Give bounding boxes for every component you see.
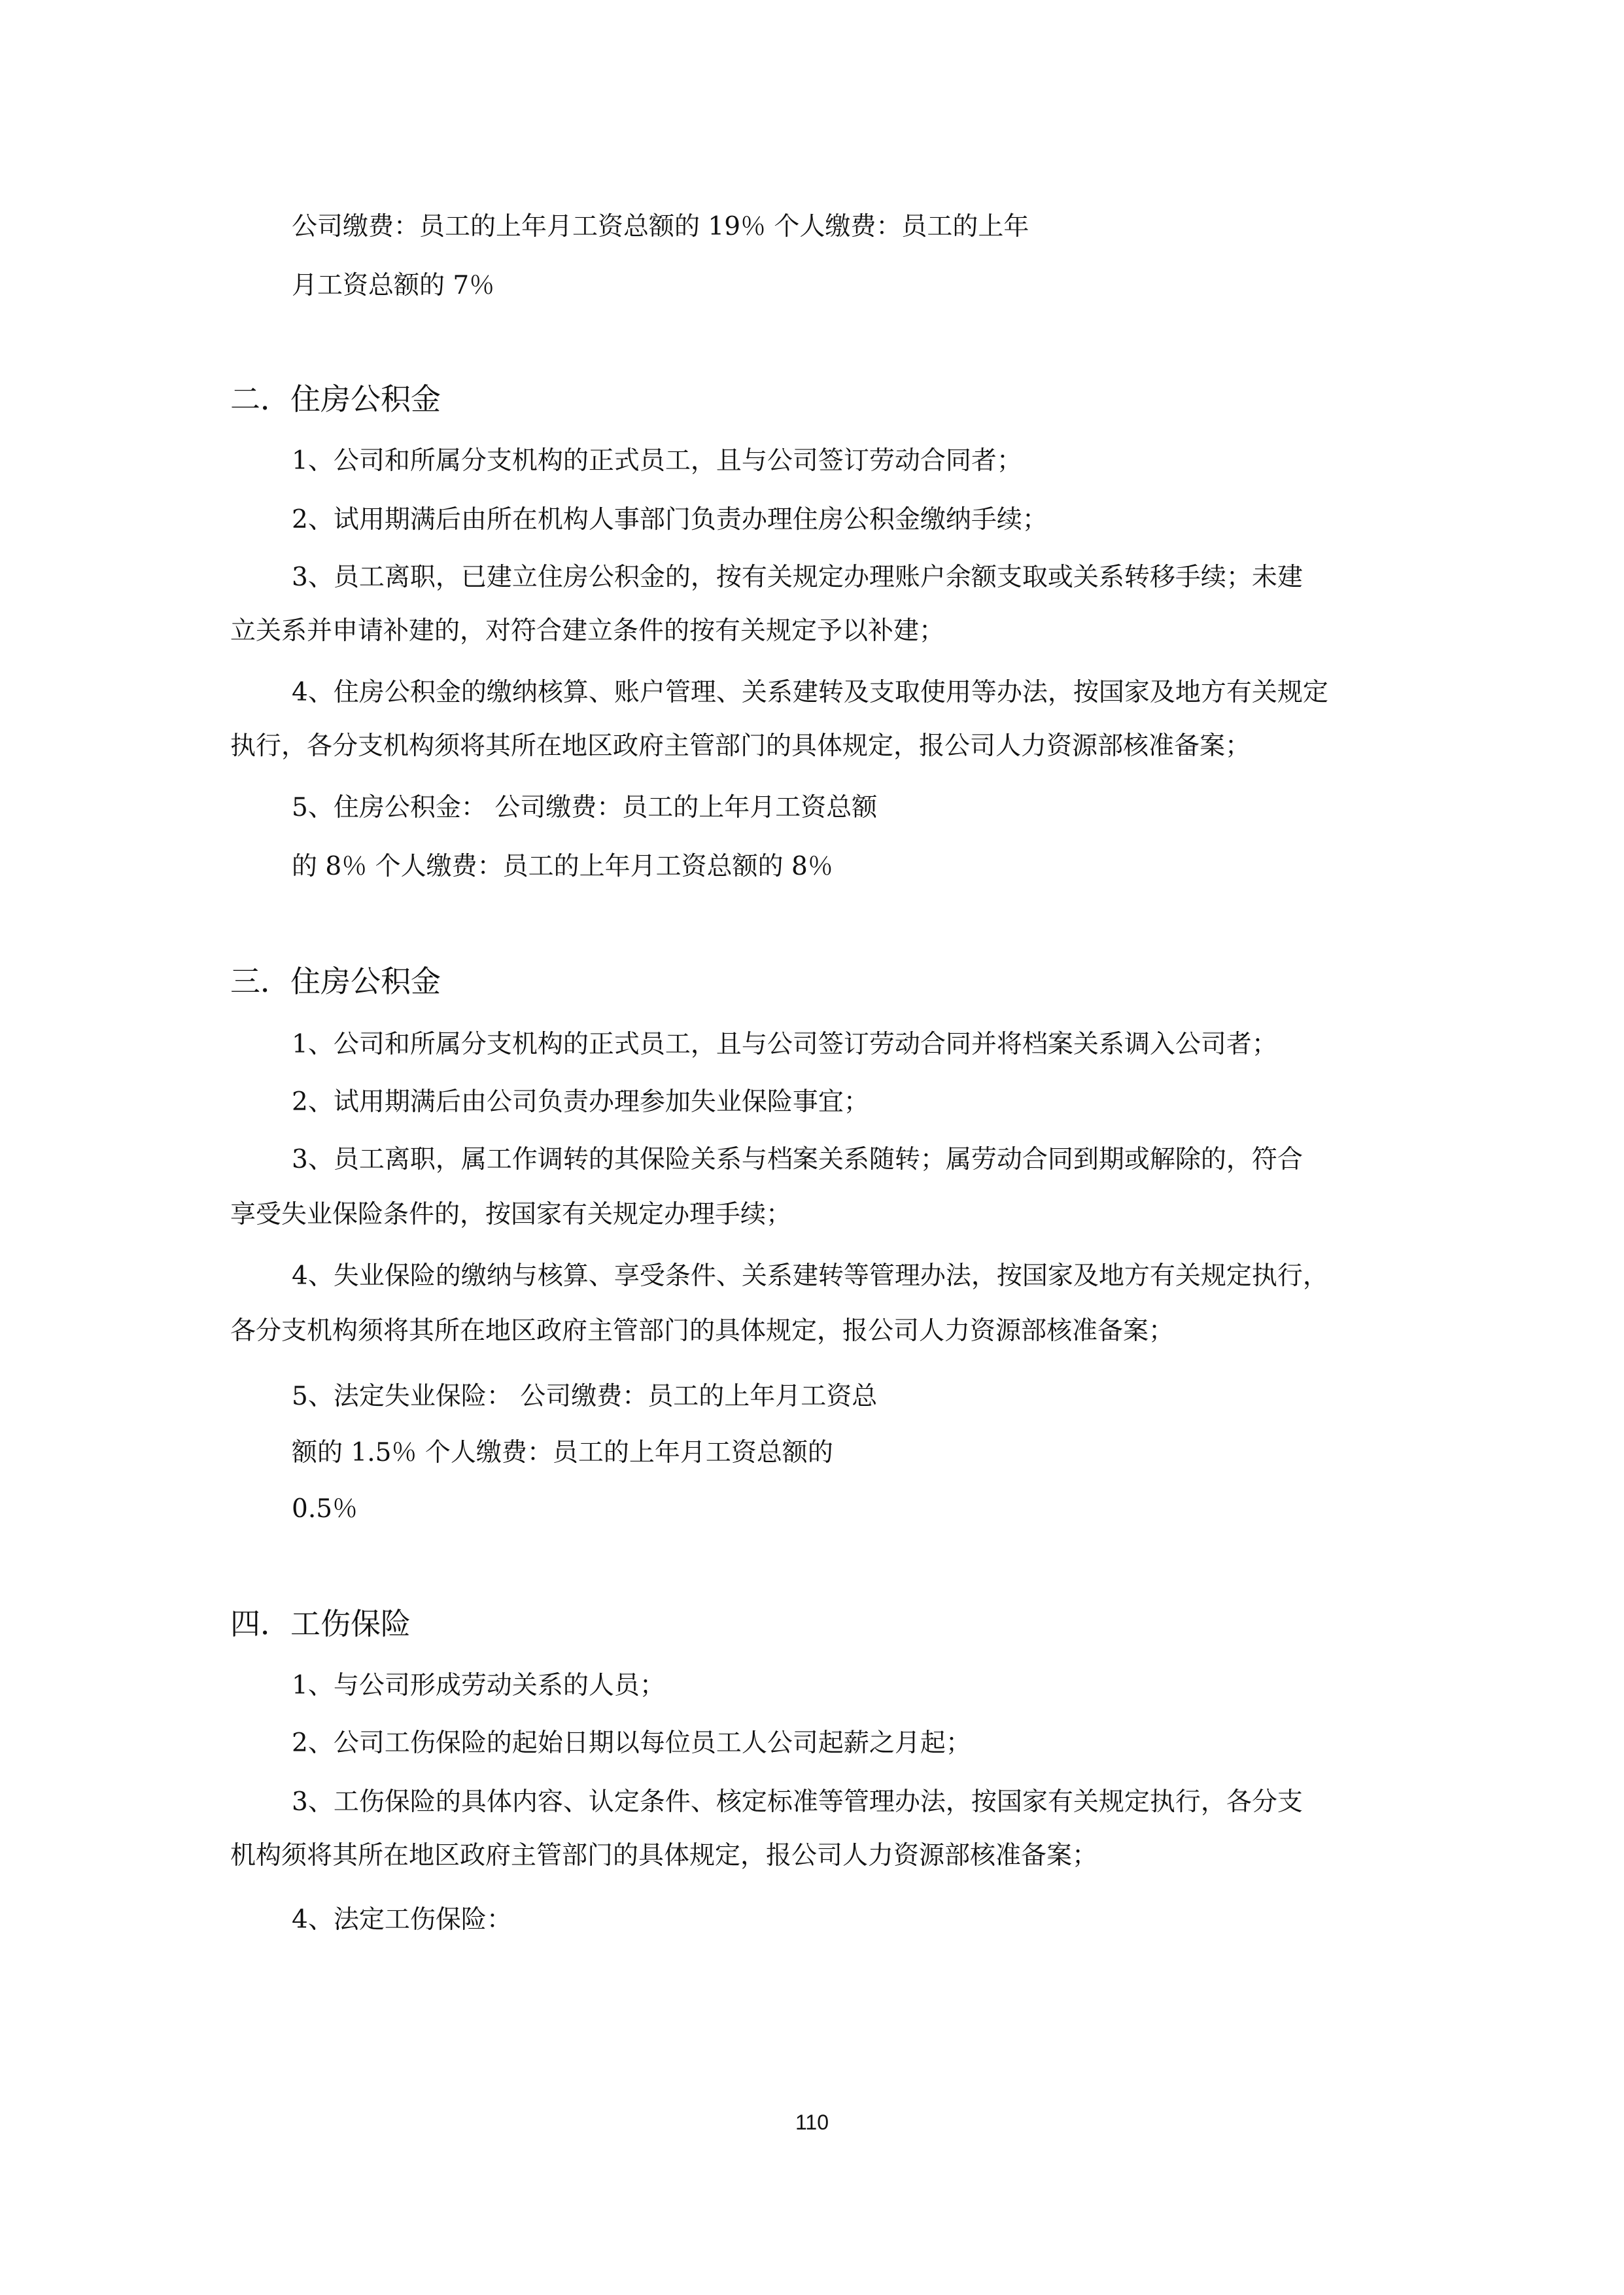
section-3-line: 0.5％ bbox=[292, 1494, 358, 1524]
section-4-line: 1、与公司形成劳动关系的人员； bbox=[292, 1671, 665, 1700]
section-3-line: 4、失业保险的缴纳与核算、享受条件、关系建转等管理办法，按国家及地方有关规定执行， bbox=[292, 1261, 1328, 1291]
section-3-line: 1、公司和所属分支机构的正式员工，且与公司签订劳动合同并将档案关系调入公司者； bbox=[292, 1030, 1277, 1059]
section-2-line: 1、公司和所属分支机构的正式员工，且与公司签订劳动合同者； bbox=[292, 446, 1022, 476]
section-3-line: 5、法定失业保险： 公司缴费：员工的上年月工资总 bbox=[292, 1382, 878, 1411]
section-2-line: 5、住房公积金： 公司缴费：员工的上年月工资总额 bbox=[292, 793, 878, 822]
section-2-line: 立关系并申请补建的，对符合建立条件的按有关规定予以补建； bbox=[230, 616, 945, 646]
section-3-line: 2、试用期满后由公司负责办理参加失业保险事宜； bbox=[292, 1087, 869, 1117]
section-3-line: 额的 1.5％ 个人缴费：员工的上年月工资总额的 bbox=[292, 1438, 833, 1467]
section-3-line: 各分支机构须将其所在地区政府主管部门的具体规定，报公司人力资源部核准备案； bbox=[230, 1316, 1175, 1346]
section-2-heading: 二．住房公积金 bbox=[230, 381, 441, 417]
intro-line-2: 月工资总额的 7％ bbox=[292, 271, 495, 300]
section-4-heading: 四．工伤保险 bbox=[230, 1606, 411, 1641]
section-2-line: 执行，各分支机构须将其所在地区政府主管部门的具体规定，报公司人力资源部核准备案； bbox=[230, 731, 1251, 761]
section-2-line: 3、员工离职，已建立住房公积金的，按有关规定办理账户余额支取或关系转移手续；未建 bbox=[292, 563, 1303, 592]
section-2-line: 的 8％ 个人缴费：员工的上年月工资总额的 8％ bbox=[292, 852, 833, 881]
section-3-line: 3、员工离职，属工作调转的其保险关系与档案关系随转；属劳动合同到期或解除的，符合 bbox=[292, 1145, 1303, 1174]
page-number: 110 bbox=[795, 2111, 829, 2134]
section-4-line: 4、法定工伤保险： bbox=[292, 1905, 512, 1935]
intro-line-1: 公司缴费：员工的上年月工资总额的 19％ 个人缴费：员工的上年 bbox=[292, 212, 1029, 241]
section-4-line: 3、工伤保险的具体内容、认定条件、核定标准等管理办法，按国家有关规定执行，各分支 bbox=[292, 1787, 1303, 1817]
section-3-line: 享受失业保险条件的，按国家有关规定办理手续； bbox=[230, 1200, 792, 1229]
section-3-heading: 三．住房公积金 bbox=[230, 964, 441, 999]
section-2-line: 2、试用期满后由所在机构人事部门负责办理住房公积金缴纳手续； bbox=[292, 505, 1048, 534]
section-4-line: 2、公司工伤保险的起始日期以每位员工人公司起薪之月起； bbox=[292, 1728, 971, 1758]
section-2-line: 4、住房公积金的缴纳核算、账户管理、关系建转及支取使用等办法，按国家及地方有关规定 bbox=[292, 678, 1328, 707]
section-4-line: 机构须将其所在地区政府主管部门的具体规定，报公司人力资源部核准备案； bbox=[230, 1841, 1098, 1870]
